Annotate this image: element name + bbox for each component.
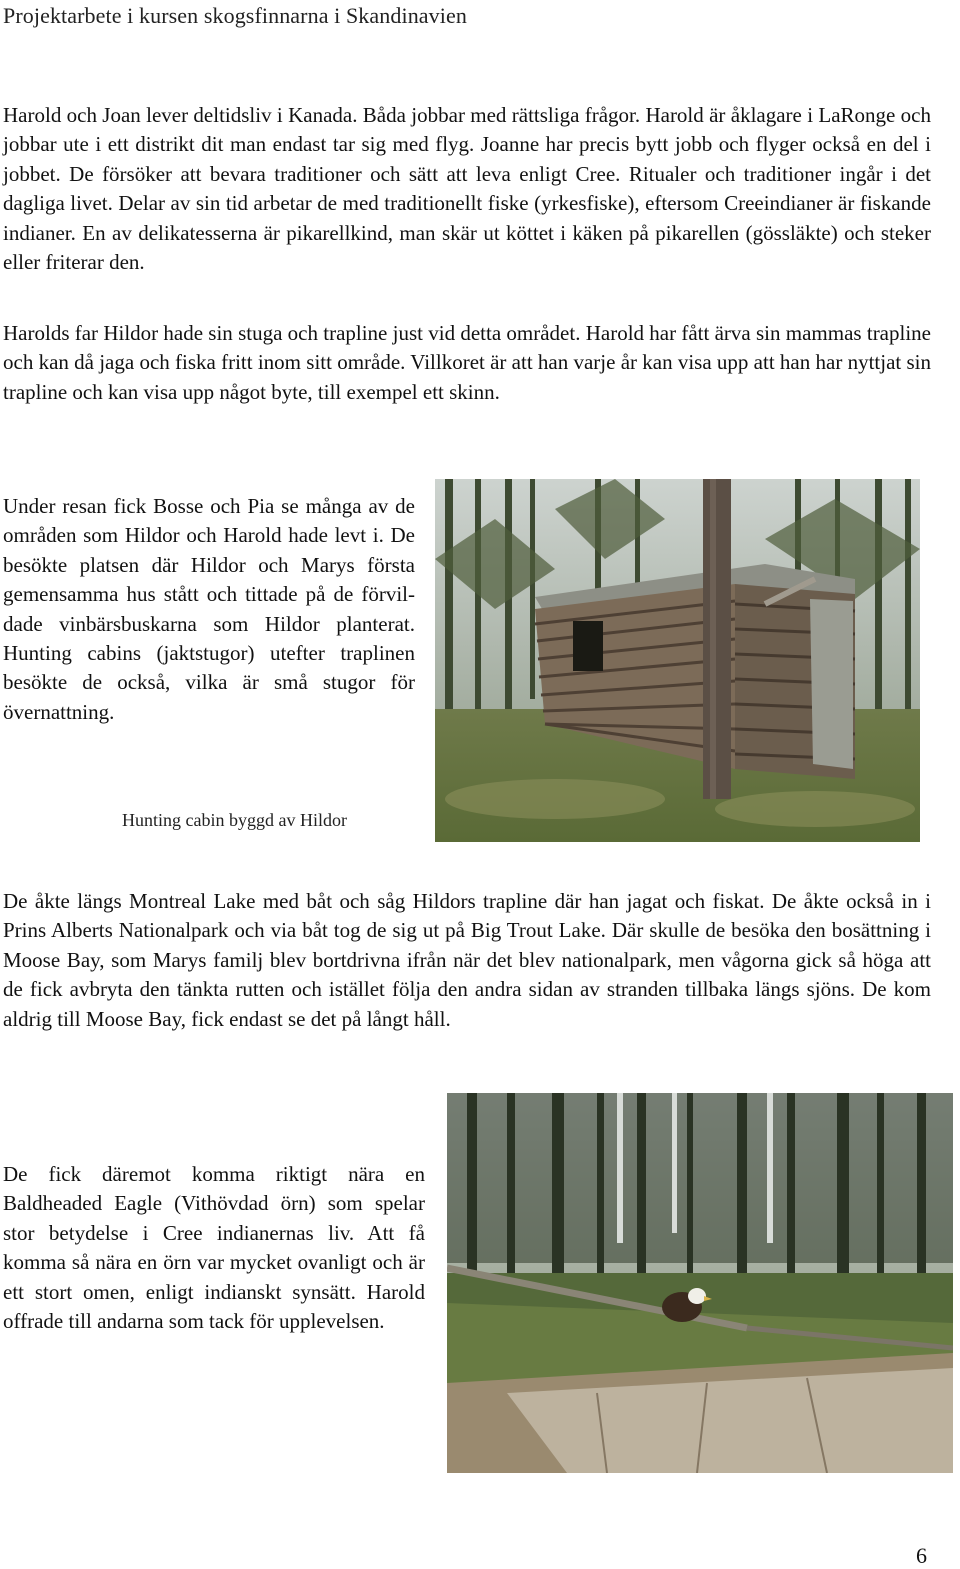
paragraph-harold-joan: Harold och Joan lever deltidsliv i Kanada. Båda jobbar med rättsliga frågor. Harold är åklagare i LaRonge och jobbar ute i ett distrikt dit man endast tar sig med flyg. Joanne har precis bytt jobb och flyger också en del i jobbet. De försöker att bevara traditioner och sätt att leva enligt Cree. Ritualer och traditioner ingår i det dagliga livet. Delar av sin tid arbetar de med traditionellt fiske (yrkesfiske), eftersom Creeindianer är fiskande indianer. En av delikatesserna är pikarellkind, man skär ut köttet i käken på pikarellen (gössläkte) och steker eller friterar den. [3, 103, 931, 275]
paragraph-montreal-lake: De åkte längs Montreal Lake med båt och såg Hildors trapline där han jagat och fiskat. De åkte också in i Prins Alberts Nationalpark och via båt tog de sig ut på Big Trout Lake. Där skulle de besöka den bosättning i Moose Bay, som Marys familj blev bortdrivna ifrån när det blev nationalpark, men vågorna gick så höga att de fick avbryta den tänkta rutten och istället följa den andra sidan av stranden tillbaka längs sjöns. De kom aldrig till Moose Bay, fick endast se det på långt håll. [3, 889, 931, 1031]
paragraph-travel-areas: Under resan fick Bosse och Pia se många av de områden som Hildor och Harold hade levt i. De besökte platsen där Hildor och Marys första gemensamma hus stått och tittade på de förvildade vinbärsbuskarna som Hildor planterat. Hunting cabins (jaktstugor) utefter traplinen besökte de också, vilka är små stugor för övernattning. [3, 494, 415, 724]
paragraph-hildor-trapline: Harolds far Hildor hade sin stuga och trapline just vid detta området. Harold har fått ärva sin mammas trapline och kan då jaga och fiska fritt inom sitt område. Villkoret är att han varje år kan visa upp att han har nyttjat sin trapline och kan visa upp något byte, till exempel ett skinn. [3, 321, 931, 404]
paragraph-baldheaded-eagle: De fick däremot komma riktigt nära en Baldheaded Eagle (Vithövdad örn) som spelar stor betydelse i Cree indianernas liv. Att få komma så nära en örn var mycket ovanligt och är ett stort omen, enligt indianskt synsätt. Harold offrade till andarna som tack för upplevelsen. [3, 1162, 425, 1334]
hunting-cabin-photo [435, 479, 920, 842]
page-header-title: Projektarbete i kursen skogsfinnarna i Skandinavien [3, 3, 467, 28]
page-number: 6 [916, 1543, 927, 1568]
eagle-photo [447, 1093, 953, 1473]
cabin-photo-caption: Hunting cabin byggd av Hildor [122, 810, 347, 830]
